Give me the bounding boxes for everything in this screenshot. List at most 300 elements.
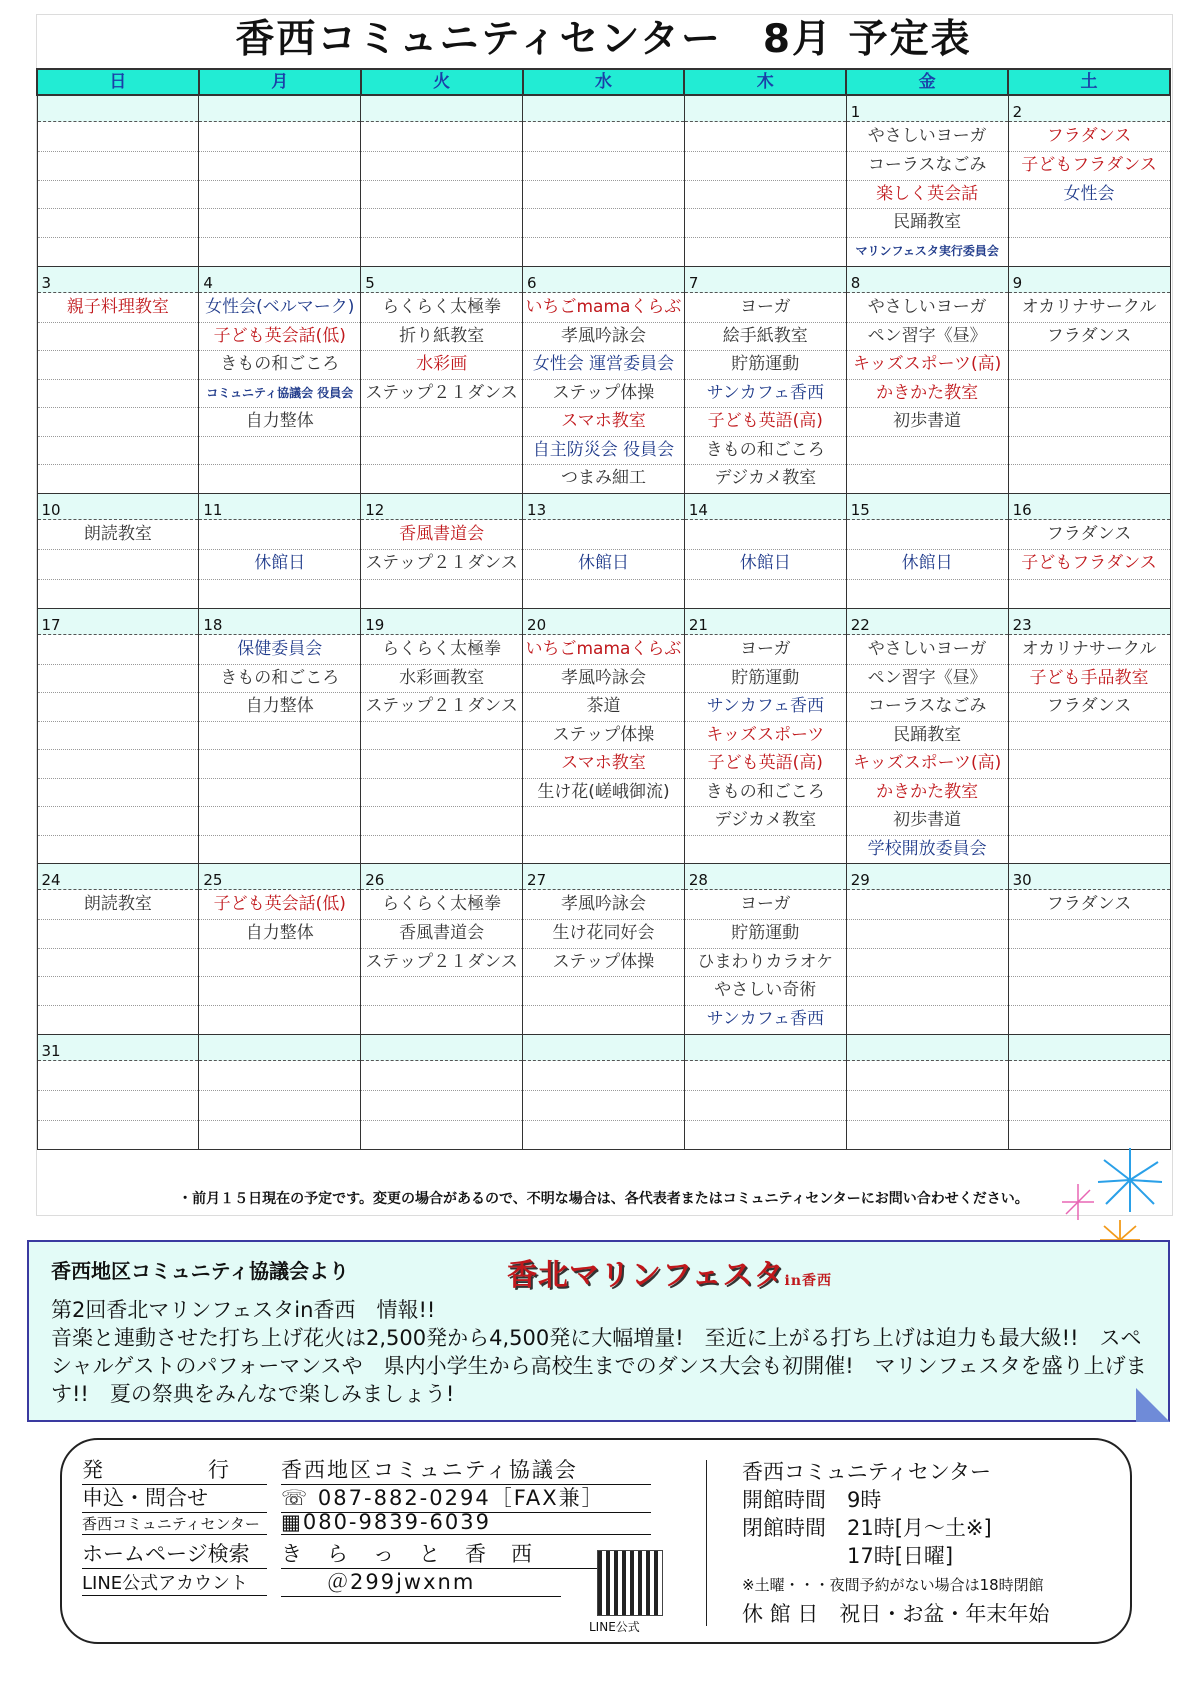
row-guide: [38, 379, 199, 380]
day-cell: [684, 1035, 846, 1150]
calendar-week: [37, 1035, 1170, 1150]
event-item: キッズスポーツ(高): [853, 753, 1002, 773]
day-number: 19: [361, 609, 522, 635]
news-heading: 香西地区コミュニティ協議会より: [51, 1259, 349, 1283]
row-guide: [685, 237, 846, 238]
close-time: 閉館時間 21時[月～土※]: [742, 1516, 992, 1540]
row-guide: [38, 151, 199, 152]
row-guide: [685, 835, 846, 836]
row-guide: [199, 180, 360, 181]
day-number: 11: [199, 494, 360, 520]
row-guide: [361, 549, 522, 550]
closed-day-label: 休館日: [577, 553, 629, 574]
row-guide: [361, 749, 522, 750]
day-cell: [684, 494, 846, 609]
row-guide: [361, 976, 522, 977]
row-guide: [38, 976, 199, 977]
event-item: 孝風吟詠会: [560, 325, 646, 346]
row-guide: [1009, 237, 1170, 238]
row-guide: [1009, 806, 1170, 807]
row-guide: [38, 835, 199, 836]
event-item: 学校開放委員会: [867, 838, 987, 859]
row-guide: [199, 322, 360, 323]
day-number: 30: [1009, 864, 1170, 890]
row-guide: [361, 664, 522, 665]
row-guide: [199, 407, 360, 408]
day-cell: [361, 864, 523, 1035]
row-guide: [523, 579, 684, 580]
day-number: 31: [38, 1035, 199, 1061]
row-guide: [523, 350, 684, 351]
event-item: ステップ２１ダンス: [365, 553, 518, 574]
day-cell: [199, 95, 361, 267]
day-number: 29: [847, 864, 1008, 890]
event-item: コミュニティ協議会 役員会: [206, 385, 354, 400]
day-number: [523, 96, 684, 122]
row-guide: [847, 1090, 1008, 1091]
contact-info-box: [60, 1438, 1132, 1644]
row-guide: [685, 436, 846, 437]
event-item: 香風書道会: [399, 524, 485, 544]
event-item: ひまわりカラオケ: [697, 951, 834, 972]
day-cell: [846, 95, 1008, 267]
day-number: 21: [685, 609, 846, 635]
row-guide: [361, 208, 522, 209]
row-guide: [847, 692, 1008, 693]
row-guide: [361, 1090, 522, 1091]
event-item: かきかた教室: [876, 781, 979, 802]
info-value[interactable]: ＠299jwxnm: [281, 1566, 561, 1597]
row-guide: [1009, 151, 1170, 152]
row-guide: [1009, 407, 1170, 408]
info-value: ☏ 087-882-0294［FAX兼］: [281, 1482, 651, 1513]
day-number: 26: [361, 864, 522, 890]
row-guide: [1009, 948, 1170, 949]
event-item: いちごmamaくらぶ: [525, 297, 682, 317]
day-number: 6: [523, 267, 684, 293]
row-guide: [1009, 664, 1170, 665]
day-cell: [684, 95, 846, 267]
day-cell: [846, 494, 1008, 609]
day-number: 27: [523, 864, 684, 890]
row-guide: [685, 549, 846, 550]
row-guide: [38, 407, 199, 408]
row-guide: [199, 464, 360, 465]
event-item: いちごmamaくらぶ: [525, 639, 682, 659]
event-item: やさしい奇術: [714, 980, 817, 1001]
event-item: フラダンス: [1046, 696, 1132, 716]
day-cell: [846, 609, 1008, 864]
row-guide: [38, 322, 199, 323]
row-guide: [847, 749, 1008, 750]
row-guide: [1009, 1120, 1170, 1121]
row-guide: [38, 806, 199, 807]
day-cell: [846, 864, 1008, 1035]
row-guide: [847, 664, 1008, 665]
info-key: 発 行: [82, 1454, 267, 1485]
weekday-1: 月: [199, 69, 361, 95]
info-row-contact: [82, 1482, 651, 1513]
news-text: 音楽と連動させた打ち上げ花火は2,500発から4,500発に大幅増量! 至近に上がる打ち上げは迫力も最大級!! スペシャルゲストのパフォーマンスや 県内小学生から高校生までのダンス大会も初開催! マリンフェスタを盛り上げます!! 夏の祭典をみんなで楽しみましょう!: [51, 1326, 1147, 1406]
row-guide: [685, 579, 846, 580]
row-guide: [685, 1005, 846, 1006]
row-guide: [847, 151, 1008, 152]
day-number: [685, 1035, 846, 1061]
row-guide: [685, 721, 846, 722]
event-item: つまみ細工: [560, 468, 646, 489]
info-row-publisher: [82, 1454, 651, 1485]
event-item: 女性会: [1063, 183, 1115, 204]
info-value: ▦080-9839-6039: [281, 1510, 651, 1535]
row-guide: [199, 664, 360, 665]
event-item: オカリナサークル: [1021, 297, 1157, 317]
event-item: らくらく太極拳: [382, 639, 502, 659]
event-item: 貯筋運動: [731, 922, 800, 943]
qr-caption: LINE公式: [589, 1620, 640, 1634]
weekday-6: 土: [1008, 69, 1170, 95]
row-guide: [847, 350, 1008, 351]
row-guide: [847, 1120, 1008, 1121]
event-item: ペン習字《昼》: [867, 667, 987, 688]
event-item: 貯筋運動: [731, 667, 800, 688]
event-item: 民踊教室: [893, 212, 962, 233]
row-guide: [361, 322, 522, 323]
row-guide: [847, 948, 1008, 949]
calendar-week: [37, 95, 1170, 267]
event-item: きもの和ごころ: [705, 781, 825, 802]
row-guide: [361, 379, 522, 380]
day-cell: [37, 95, 199, 267]
saturday-note: ※土曜・・・夜間予約がない場合は18時閉館: [742, 1576, 1044, 1594]
row-guide: [361, 778, 522, 779]
day-cell: [1008, 1035, 1170, 1150]
event-item: 女性会(ベルマーク): [205, 297, 355, 317]
row-guide: [685, 1120, 846, 1121]
row-guide: [361, 180, 522, 181]
day-number: 18: [199, 609, 360, 635]
event-item: [523, 520, 684, 549]
row-guide: [38, 208, 199, 209]
event-item: サンカフェ香西: [706, 1009, 824, 1030]
weekday-header: [37, 69, 1170, 95]
row-guide: [38, 692, 199, 693]
event-item: フラダンス: [1046, 524, 1132, 544]
weekday-0: 日: [37, 69, 199, 95]
closed-day-label: 休館日: [901, 553, 953, 574]
event-item: 貯筋運動: [731, 354, 800, 375]
row-guide: [685, 208, 846, 209]
event-item: 生け花同好会: [552, 922, 655, 943]
event-item: ヨーガ: [739, 639, 791, 659]
event-item: 自力整体: [245, 696, 314, 716]
row-guide: [847, 976, 1008, 977]
info-key: 申込・問合せ: [82, 1482, 267, 1513]
event-item: きもの和ごころ: [220, 354, 340, 375]
row-guide: [199, 948, 360, 949]
row-guide: [685, 778, 846, 779]
firework-blue: [1098, 1148, 1162, 1212]
row-guide: [1009, 778, 1170, 779]
row-guide: [847, 464, 1008, 465]
day-cell: [199, 494, 361, 609]
day-number: [361, 96, 522, 122]
row-guide: [523, 721, 684, 722]
event-item: フラダンス: [1046, 894, 1132, 914]
day-number: 10: [38, 494, 199, 520]
event-item: 朗読教室: [83, 894, 152, 914]
day-number: 4: [199, 267, 360, 293]
news-body: [51, 1296, 1161, 1408]
event-item: 生け花(嵯峨御流): [537, 781, 670, 802]
day-number: [685, 96, 846, 122]
info-key: 香西コミュニティセンター: [82, 1513, 267, 1535]
row-guide: [523, 180, 684, 181]
row-guide: [1009, 835, 1170, 836]
row-guide: [685, 664, 846, 665]
row-guide: [199, 692, 360, 693]
weekday-2: 火: [361, 69, 523, 95]
row-guide: [199, 919, 360, 920]
row-guide: [523, 436, 684, 437]
row-guide: [38, 721, 199, 722]
row-guide: [523, 208, 684, 209]
event-item: ステップ体操: [552, 951, 655, 972]
row-guide: [361, 350, 522, 351]
row-guide: [847, 379, 1008, 380]
row-guide: [523, 1090, 684, 1091]
day-cell: [37, 1035, 199, 1150]
day-cell: [684, 267, 846, 494]
row-guide: [361, 151, 522, 152]
event-item: 初歩書道: [893, 411, 962, 432]
calendar-body: [37, 95, 1170, 1150]
page-fold-corner: [1136, 1388, 1170, 1422]
row-guide: [361, 1120, 522, 1121]
event-item: 女性会 運営委員会: [532, 354, 675, 375]
row-guide: [199, 749, 360, 750]
day-number: 8: [847, 267, 1008, 293]
row-guide: [523, 664, 684, 665]
day-number: [1009, 1035, 1170, 1061]
day-number: 3: [38, 267, 199, 293]
open-time: 開館時間 9時: [742, 1488, 882, 1512]
row-guide: [38, 1005, 199, 1006]
row-guide: [199, 806, 360, 807]
row-guide: [523, 749, 684, 750]
weekday-4: 木: [684, 69, 846, 95]
row-guide: [847, 407, 1008, 408]
info-value[interactable]: き ら っ と 香 西: [281, 1538, 651, 1569]
day-cell: [37, 494, 199, 609]
row-guide: [523, 835, 684, 836]
event-item: デジカメ教室: [714, 468, 817, 489]
row-guide: [847, 579, 1008, 580]
row-guide: [38, 350, 199, 351]
row-guide: [199, 350, 360, 351]
row-guide: [199, 237, 360, 238]
row-guide: [1009, 464, 1170, 465]
day-cell: [1008, 95, 1170, 267]
day-number: 23: [1009, 609, 1170, 635]
event-item: ステップ体操: [552, 382, 655, 403]
row-guide: [847, 180, 1008, 181]
row-guide: [685, 151, 846, 152]
event-item: [847, 520, 1008, 549]
day-number: 5: [361, 267, 522, 293]
event-item: 絵手紙教室: [722, 325, 808, 346]
row-guide: [523, 976, 684, 977]
day-cell: [523, 494, 685, 609]
event-item: 子ども英会話(低): [213, 894, 346, 914]
event-item: 自力整体: [245, 411, 314, 432]
row-guide: [38, 549, 199, 550]
row-guide: [199, 436, 360, 437]
day-cell: [199, 1035, 361, 1150]
event-item: 折り紙教室: [399, 325, 485, 346]
row-guide: [361, 692, 522, 693]
row-guide: [38, 436, 199, 437]
day-number: [38, 96, 199, 122]
row-guide: [523, 379, 684, 380]
info-row-center-phone: [82, 1510, 651, 1535]
event-item: 子ども手品教室: [1029, 667, 1149, 688]
line-qr-code[interactable]: [597, 1550, 663, 1616]
row-guide: [847, 549, 1008, 550]
event-item: きもの和ごころ: [705, 439, 825, 460]
event-item: フラダンス: [1046, 126, 1132, 146]
row-guide: [685, 692, 846, 693]
event-item: 孝風吟詠会: [560, 667, 646, 688]
info-row-homepage: [82, 1538, 651, 1569]
row-guide: [361, 721, 522, 722]
event-item: 民踊教室: [893, 724, 962, 745]
event-item: 茶道: [586, 696, 621, 716]
row-guide: [38, 948, 199, 949]
event-item: コーラスなごみ: [867, 696, 987, 716]
row-guide: [1009, 692, 1170, 693]
event-item: [199, 520, 360, 549]
event-item: ステップ２１ダンス: [365, 382, 518, 403]
event-item: マリンフェスタ実行委員会: [855, 244, 999, 259]
row-guide: [1009, 322, 1170, 323]
event-item: ステップ２１ダンス: [365, 696, 518, 716]
row-guide: [361, 464, 522, 465]
event-item: 孝風吟詠会: [560, 894, 646, 914]
event-item: オカリナサークル: [1021, 639, 1157, 659]
event-item: 楽しく英会話: [876, 183, 979, 204]
event-item: 保健委員会: [237, 639, 323, 659]
day-cell: [361, 95, 523, 267]
festa-logo: [507, 1250, 832, 1294]
event-item: やさしいヨーガ: [867, 639, 987, 659]
event-item: [685, 520, 846, 549]
row-guide: [523, 919, 684, 920]
event-item: ステップ体操: [552, 724, 655, 745]
day-cell: [361, 609, 523, 864]
event-item: サンカフェ香西: [706, 382, 824, 403]
row-guide: [361, 919, 522, 920]
day-number: 15: [847, 494, 1008, 520]
day-number: [847, 1035, 1008, 1061]
page-title: 香西コミュニティセンター 8月 予定表: [235, 17, 972, 62]
row-guide: [523, 1005, 684, 1006]
day-number: 12: [361, 494, 522, 520]
day-number: 17: [38, 609, 199, 635]
row-guide: [523, 464, 684, 465]
row-guide: [199, 549, 360, 550]
closed-days: 休 館 日 祝日・お盆・年末年始: [742, 1602, 1050, 1626]
calendar-week: [37, 267, 1170, 494]
row-guide: [685, 919, 846, 920]
row-guide: [1009, 919, 1170, 920]
day-cell: [523, 864, 685, 1035]
row-guide: [847, 778, 1008, 779]
event-item: 香風書道会: [399, 922, 485, 943]
info-key: ホームページ検索: [82, 1538, 267, 1569]
row-guide: [38, 749, 199, 750]
row-guide: [847, 436, 1008, 437]
day-cell: [37, 267, 199, 494]
info-row-line: [82, 1566, 561, 1597]
row-guide: [685, 749, 846, 750]
event-item: 自主防災会 役員会: [532, 439, 675, 460]
event-item: 子ども英語(高): [707, 411, 823, 432]
row-guide: [1009, 180, 1170, 181]
row-guide: [1009, 976, 1170, 977]
day-number: 16: [1009, 494, 1170, 520]
row-guide: [361, 436, 522, 437]
row-guide: [38, 919, 199, 920]
closed-day-label: 休館日: [739, 553, 791, 574]
row-guide: [199, 151, 360, 152]
firework-pink: [1062, 1184, 1094, 1220]
day-number: 24: [38, 864, 199, 890]
row-guide: [685, 948, 846, 949]
event-item: キッズスポーツ(高): [853, 354, 1002, 375]
row-guide: [38, 237, 199, 238]
info-key: LINE公式アカウント: [82, 1569, 267, 1596]
row-guide: [38, 1120, 199, 1121]
day-number: 14: [685, 494, 846, 520]
close-time-sunday: 17時[日曜]: [742, 1544, 954, 1568]
day-number: [361, 1035, 522, 1061]
day-cell: [523, 267, 685, 494]
row-guide: [1009, 579, 1170, 580]
event-item: スマホ教室: [561, 753, 646, 773]
event-item: コーラスなごみ: [867, 154, 987, 175]
weekday-5: 金: [846, 69, 1008, 95]
event-item: らくらく太極拳: [382, 894, 502, 914]
event-item: フラダンス: [1046, 325, 1132, 346]
center-name: 香西コミュニティセンター: [742, 1460, 992, 1484]
row-guide: [523, 549, 684, 550]
day-number: [199, 96, 360, 122]
row-guide: [847, 237, 1008, 238]
row-guide: [847, 806, 1008, 807]
closed-day-label: 休館日: [254, 553, 306, 574]
row-guide: [523, 237, 684, 238]
event-item: 子ども英会話(低): [213, 325, 346, 346]
day-cell: [523, 95, 685, 267]
row-guide: [1009, 721, 1170, 722]
row-guide: [1009, 549, 1170, 550]
row-guide: [1009, 350, 1170, 351]
row-guide: [523, 806, 684, 807]
row-guide: [361, 1005, 522, 1006]
day-number: 7: [685, 267, 846, 293]
row-guide: [847, 322, 1008, 323]
row-guide: [847, 835, 1008, 836]
